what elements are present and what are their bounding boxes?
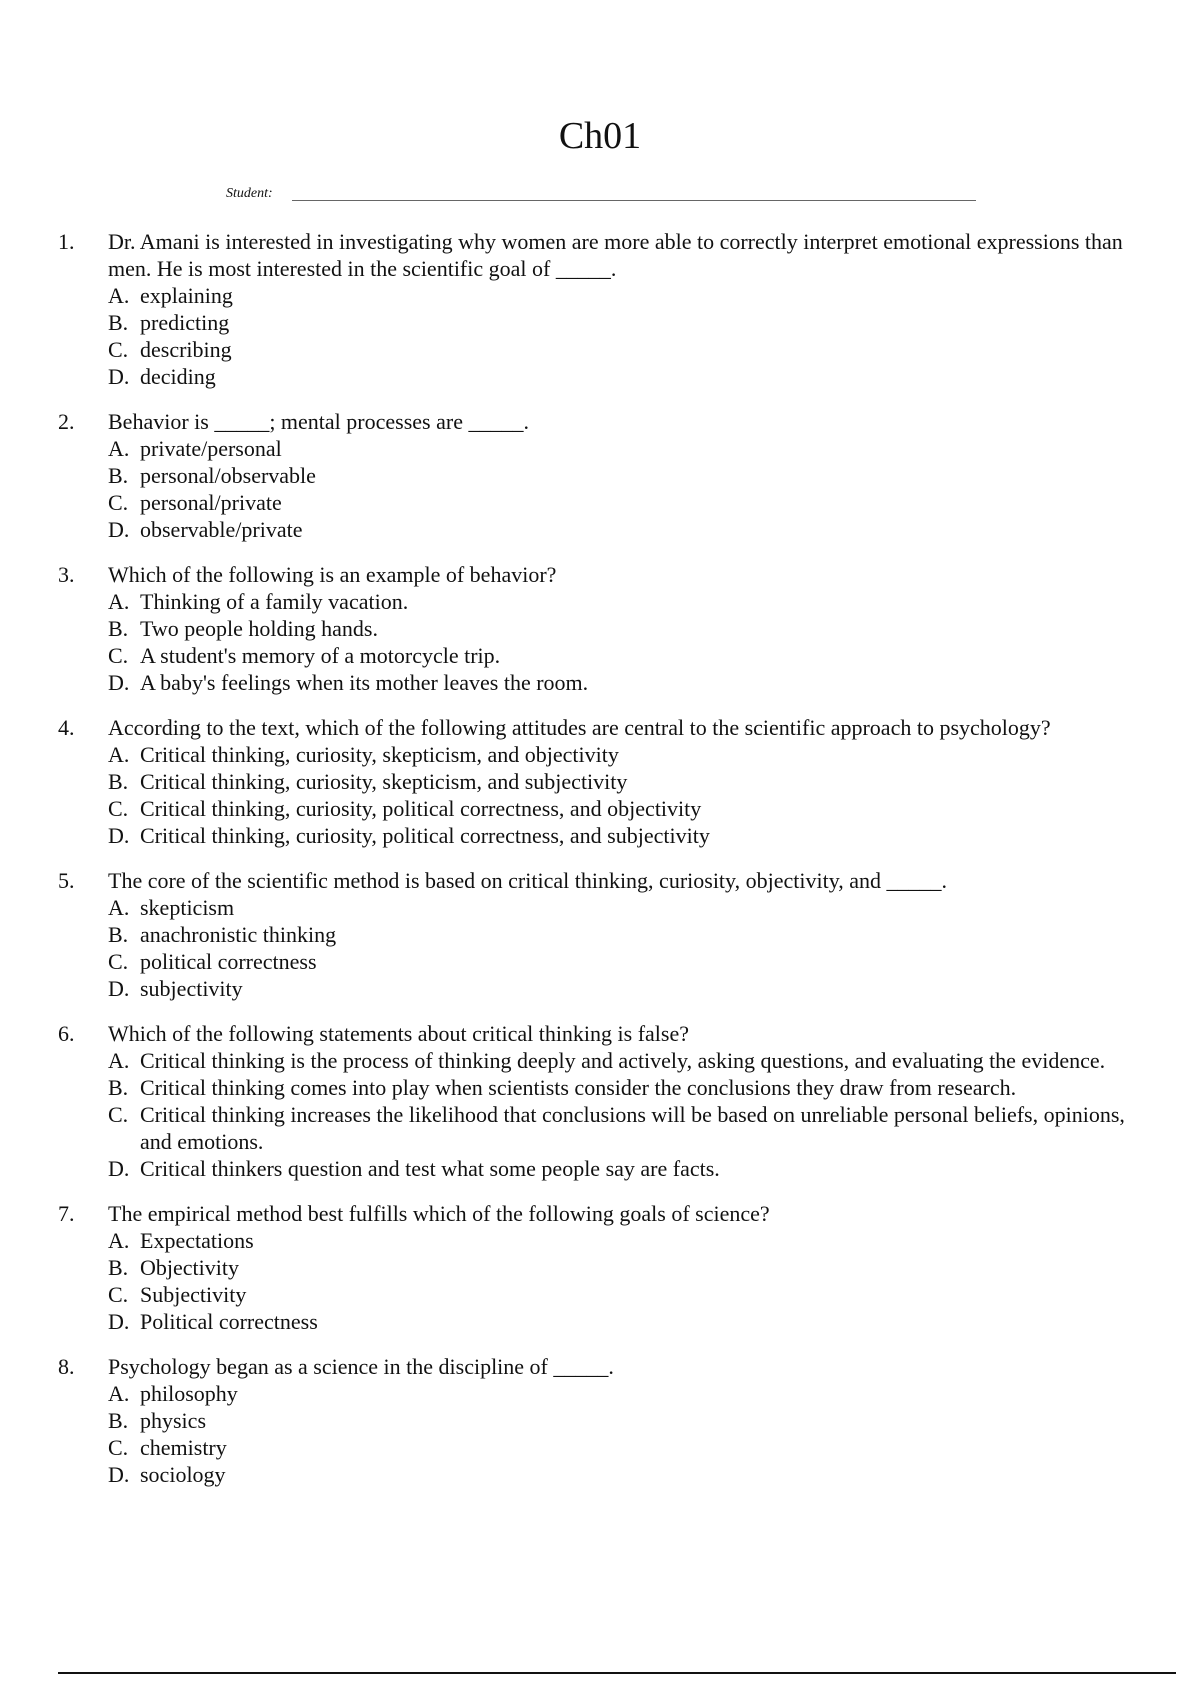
question-text: Dr. Amani is interested in investigating why women are more able to correctly interpret emotional expressions than men. He is most interested in the scientific goal of _____. <box>108 229 1123 281</box>
answer-options <box>108 894 1138 1002</box>
option-letter: D. <box>108 1156 130 1181</box>
answer-options <box>108 588 1138 696</box>
answer-option <box>108 282 1138 309</box>
option-text: Critical thinking, curiosity, political correctness, and objectivity <box>140 796 702 821</box>
option-text: Critical thinkers question and test what some people say are facts. <box>140 1156 720 1181</box>
answer-option <box>108 1254 1138 1281</box>
option-letter: C. <box>108 490 129 515</box>
question-text: Which of the following statements about critical thinking is false? <box>108 1021 690 1046</box>
question-4 <box>58 714 1138 849</box>
answer-option <box>108 615 1138 642</box>
option-letter: A. <box>108 895 130 920</box>
option-text: describing <box>140 337 232 362</box>
answer-option <box>108 822 1138 849</box>
student-name-line[interactable] <box>292 200 976 201</box>
option-letter: D. <box>108 670 130 695</box>
option-text: predicting <box>140 310 230 335</box>
answer-options <box>108 1227 1138 1335</box>
option-letter: B. <box>108 1408 129 1433</box>
option-letter: C. <box>108 1102 129 1127</box>
answer-options <box>108 282 1138 390</box>
answer-option <box>108 1380 1138 1407</box>
option-text: anachronistic thinking <box>140 922 337 947</box>
option-letter: C. <box>108 949 129 974</box>
question-text: The core of the scientific method is based on critical thinking, curiosity, objectivity, and _____. <box>108 868 948 893</box>
answer-option <box>108 1047 1138 1074</box>
answer-option <box>108 309 1138 336</box>
option-text: sociology <box>140 1462 226 1487</box>
option-text: Subjectivity <box>140 1282 247 1307</box>
option-text: Expectations <box>140 1228 254 1253</box>
page-title: Ch01 <box>558 115 642 157</box>
question-number: 8. <box>58 1354 75 1379</box>
option-letter: B. <box>108 922 129 947</box>
question-text: Behavior is _____; mental processes are _____. <box>108 409 529 434</box>
footer-rule <box>58 1672 1176 1674</box>
answer-option <box>108 948 1138 975</box>
option-letter: B. <box>108 310 129 335</box>
option-text: Critical thinking, curiosity, political correctness, and subjectivity <box>140 823 710 848</box>
answer-options <box>108 435 1138 543</box>
option-letter: A. <box>108 436 130 461</box>
option-letter: B. <box>108 1255 129 1280</box>
option-text: observable/private <box>140 517 303 542</box>
option-letter: D. <box>108 517 130 542</box>
question-text: According to the text, which of the following attitudes are central to the scientific approach to psychology? <box>108 715 1051 740</box>
student-label: Student: <box>226 186 273 201</box>
option-text: Two people holding hands. <box>140 616 378 641</box>
question-1 <box>58 228 1138 390</box>
option-letter: A. <box>108 283 130 308</box>
student-name-field[interactable] <box>226 184 976 206</box>
answer-option <box>108 462 1138 489</box>
answer-option <box>108 336 1138 363</box>
question-number: 5. <box>58 868 75 893</box>
question-number: 7. <box>58 1201 75 1226</box>
answer-option <box>108 894 1138 921</box>
answer-option <box>108 363 1138 390</box>
option-letter: D. <box>108 976 130 1001</box>
option-text: Critical thinking increases the likelihood that conclusions will be based on unreliable personal beliefs, opinions, and emotions. <box>140 1102 1125 1154</box>
option-letter: A. <box>108 742 130 767</box>
option-letter: D. <box>108 1309 130 1334</box>
question-2 <box>58 408 1138 543</box>
answer-option <box>108 1227 1138 1254</box>
option-letter: B. <box>108 1075 129 1100</box>
answer-option <box>108 795 1138 822</box>
option-text: A student's memory of a motorcycle trip. <box>140 643 501 668</box>
option-letter: A. <box>108 589 130 614</box>
question-number: 2. <box>58 409 75 434</box>
option-text: private/personal <box>140 436 282 461</box>
answer-option <box>108 1281 1138 1308</box>
option-letter: C. <box>108 1282 129 1307</box>
answer-option <box>108 435 1138 462</box>
option-letter: C. <box>108 796 129 821</box>
answer-option <box>108 1461 1138 1488</box>
option-text: A baby's feelings when its mother leaves the room. <box>140 670 589 695</box>
answer-option <box>108 516 1138 543</box>
option-text: deciding <box>140 364 216 389</box>
answer-options <box>108 1380 1138 1488</box>
option-text: chemistry <box>140 1435 227 1460</box>
answer-options <box>108 741 1138 849</box>
question-8 <box>58 1353 1138 1488</box>
answer-option <box>108 741 1138 768</box>
option-text: political correctness <box>140 949 317 974</box>
question-number: 1. <box>58 229 75 254</box>
option-text: philosophy <box>140 1381 238 1406</box>
question-number: 4. <box>58 715 75 740</box>
question-text: Which of the following is an example of behavior? <box>108 562 557 587</box>
answer-option <box>108 921 1138 948</box>
option-text: Objectivity <box>140 1255 239 1280</box>
option-letter: D. <box>108 823 130 848</box>
answer-option <box>108 669 1138 696</box>
question-6 <box>58 1020 1138 1182</box>
option-text: subjectivity <box>140 976 243 1001</box>
question-number: 3. <box>58 562 75 587</box>
answer-option <box>108 642 1138 669</box>
option-text: Critical thinking is the process of thinking deeply and actively, asking questions, and evaluating the evidence. <box>140 1048 1106 1073</box>
option-text: Critical thinking, curiosity, skepticism, and objectivity <box>140 742 619 767</box>
option-text: Critical thinking, curiosity, skepticism, and subjectivity <box>140 769 628 794</box>
question-5 <box>58 867 1138 1002</box>
option-text: physics <box>140 1408 206 1433</box>
option-text: skepticism <box>140 895 235 920</box>
question-3 <box>58 561 1138 696</box>
answer-option <box>108 489 1138 516</box>
option-letter: B. <box>108 616 129 641</box>
option-letter: C. <box>108 643 129 668</box>
answer-option <box>108 975 1138 1002</box>
option-letter: A. <box>108 1381 130 1406</box>
option-text: personal/private <box>140 490 282 515</box>
answer-option <box>108 768 1138 795</box>
option-letter: A. <box>108 1048 130 1073</box>
answer-option <box>108 1407 1138 1434</box>
option-text: Critical thinking comes into play when scientists consider the conclusions they draw from research. <box>140 1075 1017 1100</box>
option-text: explaining <box>140 283 233 308</box>
option-letter: B. <box>108 463 129 488</box>
option-letter: B. <box>108 769 129 794</box>
answer-option <box>108 1308 1138 1335</box>
option-letter: A. <box>108 1228 130 1253</box>
question-text: Psychology began as a science in the discipline of _____. <box>108 1354 614 1379</box>
answer-option <box>108 1155 1138 1182</box>
option-text: Political correctness <box>140 1309 318 1334</box>
option-letter: D. <box>108 1462 130 1487</box>
answer-options <box>108 1047 1138 1182</box>
option-text: Thinking of a family vacation. <box>140 589 409 614</box>
question-number: 6. <box>58 1021 75 1046</box>
answer-option <box>108 1074 1138 1101</box>
option-letter: D. <box>108 364 130 389</box>
question-7 <box>58 1200 1138 1335</box>
answer-option <box>108 1434 1138 1461</box>
option-letter: C. <box>108 337 129 362</box>
question-text: The empirical method best fulfills which of the following goals of science? <box>108 1201 770 1226</box>
answer-option <box>108 1101 1138 1155</box>
option-letter: C. <box>108 1435 129 1460</box>
question-list <box>58 228 1138 1506</box>
answer-option <box>108 588 1138 615</box>
option-text: personal/observable <box>140 463 316 488</box>
